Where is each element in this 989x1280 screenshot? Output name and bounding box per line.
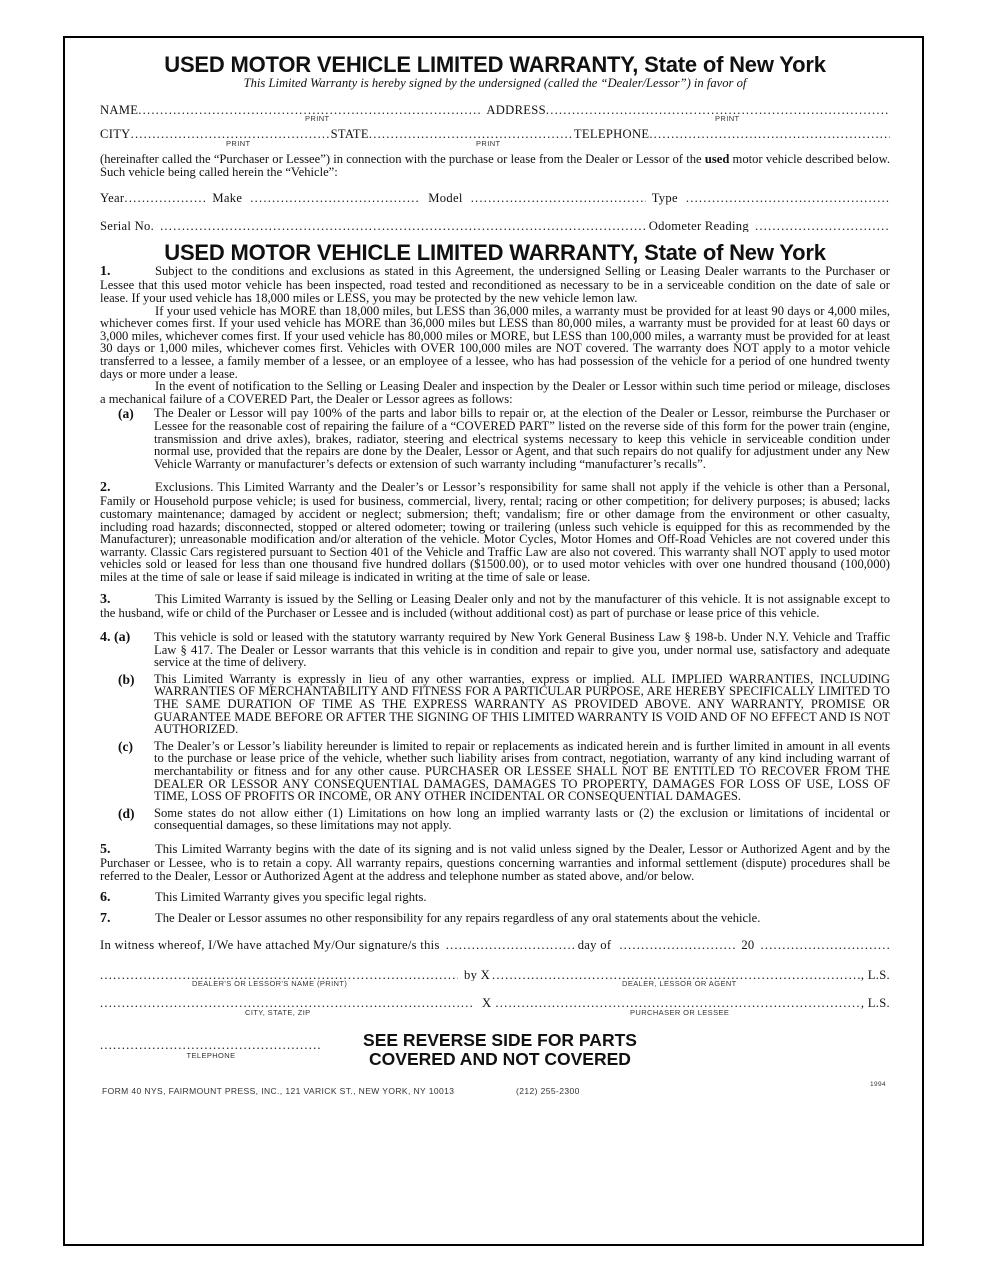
city-print-caption: PRINT — [226, 138, 251, 148]
footer — [100, 1080, 890, 1099]
telephone-signature-field[interactable] — [100, 1039, 322, 1052]
signature-row-purchaser — [100, 997, 890, 1010]
section-6: 6. This Limited Warranty gives you specific legal rights. — [100, 890, 427, 906]
name-address-row — [100, 104, 890, 117]
section-1a: (a) The Dealer or Lessor will pay 100% of the parts and labor bills to repair or, at the election of the Dealer or Lessor, reimburse the Purchaser or Lessee for the reasonable cost of repairing the failure of a “COVERED PART” listed on the reverse side of this form for the power train (engine, transmission and drive axles), brakes, radiator, steering and electrical systems necessary to keep this vehicle in serviceable condition under normal use, provided that the repairs are done by the Dealer, Lessor or Agent, and that such repairs do not qualify for adjustment under any New Vehicle Warranty or manufacturer’s defects or extension of such warranty including “manufacturer’s recalls”. — [118, 406, 890, 471]
state-label: STATE — [330, 128, 369, 141]
dealer-captions — [100, 981, 890, 990]
address-label: ADDRESS — [486, 103, 546, 117]
bottom-block — [100, 1031, 890, 1081]
section-1-mileage: If your used vehicle has MORE than 18,000 miles, but LESS than 36,000 miles, a warranty must be provided for at least 90 days or 4,000 miles, whichever comes first. If your used vehicle has MORE than 36,000 miles but LESS than 80,000 miles, a warranty must be provided for at least 60 days or 3,000 miles, whichever comes first. If your used vehicle has 80,000 miles or MORE, but LESS than 100,000 miles, a warranty must be provided for at least 30 days or 1,000 miles, whichever comes first. Vehicles with OVER 100,000 miles are NOT covered. The warranty does NOT apply to a motor vehicle transferred to a lessee, a family member of a lessee, or an employee of a lessee, who has had possession of the vehicle for a period of one hundred twenty days or more under a lease. — [100, 303, 890, 381]
agent-caption: DEALER, LESSOR OR AGENT — [622, 979, 737, 989]
name-address-captions — [100, 116, 890, 125]
telephone-field[interactable] — [649, 128, 890, 141]
form-subtitle: This Limited Warranty is hereby signed by the undersigned (called the “Dealer/Lessor”) in favor of — [243, 76, 747, 90]
type-field[interactable] — [686, 192, 890, 205]
name-label: NAME — [100, 103, 139, 117]
year-label: Year — [100, 192, 125, 205]
copyright-year: 1994 — [870, 1080, 887, 1088]
section-4a: 4. (a) This vehicle is sold or leased with the statutory warranty required by New York General Business Law § 198-b. Under N.Y. Vehicle and Traffic Law § 417. The Dealer or Lessor warrants that this vehicle is in condition and repair to give you, under normal use, satisfactory and adequate service at the time of delivery. — [100, 630, 890, 670]
warranty-form — [100, 54, 890, 1099]
model-field[interactable] — [471, 192, 646, 205]
telephone-label: TELEPHONE — [573, 128, 650, 141]
witness-year-label: 20 — [741, 939, 755, 952]
section-4b: (b) This Limited Warranty is expressly in lieu of any other warranties, express or implied. ALL IMPLIED WARRANTIES, INCLUDING WARRANTIES OF MERCHANTABILITY AND FITNESS FOR A PARTICULAR PURPOSE, ARE HEREBY SPECIFICALLY LIMITED TO THE SAME DURATION OF TIME AS THE EXPRESS WARRANTY AS PROVIDED ABOVE. ANY WARRANTY, PROMISE OR GUARANTEE MADE BEFORE OR AFTER THE SIGNING OF THIS LIMITED WARRANTY IS VOID AND OF NO EFFECT AND IS NOT AUTHORIZED. — [118, 671, 890, 737]
telephone-caption: TELEPHONE — [186, 1050, 236, 1060]
section-1: 1. Subject to the conditions and exclusions as stated in this Agreement, the undersigned Selling or Leasing Dealer warrants to the Purchaser or Lessee that this used motor vehicle has been inspected, road tested and reconditioned as necessary to be in a serviceable condition on the date of sale or lease. If your used vehicle has 18,000 miles or LESS, you may be protected by the new vehicle lemon law. — [100, 264, 890, 305]
witness-label: In witness whereof, I/We have attached My/Our signature/s this — [100, 939, 440, 952]
make-label: Make — [212, 192, 243, 205]
section-7: 7. The Dealer or Lessor assumes no other responsibility for any repairs regardless of any oral statements about the vehicle. — [100, 911, 761, 927]
ls-label-1: , L.S. — [860, 968, 890, 982]
serial-field[interactable] — [160, 220, 645, 233]
vehicle-row — [100, 192, 890, 205]
city-state-zip-caption: CITY, STATE, ZIP — [245, 1007, 311, 1017]
form-publisher: FORM 40 NYS, FAIRMOUNT PRESS, INC., 121 VARICK ST., NEW YORK, NY 10013 — [102, 1085, 455, 1096]
section-5: 5. This Limited Warranty begins with the date of its signing and is not valid unless signed by the Dealer, Lessor or Authorized Agent and by the Purchaser or Lessee, who is to retain a copy. All warranty repairs, questions concerning warranties and informal settlement (dispute) procedures shall be referred to the Dealer, Lessor or Authorized Agent at the address and telephone number as stated above, and/or below. — [100, 841, 890, 883]
publisher-phone: (212) 255-2300 — [516, 1085, 580, 1096]
address-print-caption: PRINT — [715, 114, 740, 124]
telephone-signature — [100, 1039, 322, 1059]
section-1-notification: In the event of notification to the Selling or Leasing Dealer and inspection by the Dealer or Lessor within such time period or mileage, discloses a mechanical failure of a COVERED Part, the Dealer or Lessor agrees as follows: — [100, 379, 890, 406]
city-state-captions — [100, 138, 890, 150]
hereinafter-text: (hereinafter called the “Purchaser or Lessee”) in connection with the purchase or lease from the Dealer or Lessor of the used motor vehicle described below. Such vehicle being called herein the “Vehicle”: — [100, 151, 890, 179]
year-field[interactable] — [124, 192, 206, 205]
model-label: Model — [428, 192, 463, 205]
ls-label-2: , L.S. — [860, 997, 890, 1010]
witness-year-field[interactable] — [761, 939, 890, 952]
odometer-field[interactable] — [755, 220, 890, 233]
purchaser-captions — [100, 1007, 890, 1019]
section-4c: (c) The Dealer’s or Lessor’s liability hereunder is limited to repair or replacements as indicated herein and is further limited in amount in all events to the purchase or lease price of the vehicle, whether such liability arises from contract, negotiation, warranty of any kind including warrant of merchantability or fitness and for any other cause. PURCHASER OR LESSEE SHALL NOT BE ENTITLED TO RECOVER FROM THE DEALER OR LESSOR ANY CONSEQUENTIAL DAMAGES, DAMAGES TO PROPERTY, DAMAGES FOR LOSS OF USE, LOSS OF TIME, LOSS OF PROFITS OR INCOME, OR ANY OTHER INCIDENTAL OR CONSEQUENTIAL DAMAGES. — [118, 738, 890, 804]
serial-row — [100, 220, 890, 233]
x-label: X — [482, 997, 492, 1010]
form-title: USED MOTOR VEHICLE LIMITED WARRANTY, State of New York — [164, 52, 826, 77]
odometer-label: Odometer Reading — [648, 219, 749, 233]
dealer-name-caption: DEALER'S OR LESSOR'S NAME (PRINT) — [192, 979, 348, 989]
section-4d: (d) Some states do not allow either (1) Limitations on how long an implied warranty lasts or (2) the exclusion or limitations of incidental or consequential damages, so these limitations may not apply. — [118, 805, 890, 833]
name-print-caption: PRINT — [305, 114, 330, 124]
witness-month-field[interactable] — [619, 939, 737, 952]
witness-row — [100, 939, 890, 952]
city-label: CITY — [100, 128, 131, 141]
serial-label: Serial No. — [100, 219, 155, 233]
type-label: Type — [651, 192, 678, 205]
purchaser-caption: PURCHASER OR LESSEE — [630, 1007, 730, 1017]
warranty-heading: USED MOTOR VEHICLE LIMITED WARRANTY, State of New York — [164, 240, 826, 266]
state-print-caption: PRINT — [476, 138, 501, 148]
witness-day-field[interactable] — [446, 939, 574, 952]
make-field[interactable] — [250, 192, 420, 205]
section-3: 3. This Limited Warranty is issued by the Selling or Leasing Dealer only and not by the manufacturer of this vehicle. It is not assignable except to the husband, wife or child of the Purchaser or Lessee and is included (without additional cost) as part of purchase or lease price of this vehicle. — [100, 592, 890, 621]
reverse-notice: SEE REVERSE SIDE FOR PARTS COVERED AND NOT COVERED — [363, 1029, 637, 1070]
witness-day-label: day of — [577, 939, 612, 952]
section-2: 2. Exclusions. This Limited Warranty and the Dealer’s or Lessor’s responsibility for same shall not apply if the vehicle is other than a Personal, Family or Household purpose vehicle; is used for business, commercial, livery, rental; racing or other competition; for delivery purposes; is abused; lacks customary maintenance; damaged by accident or neglect; submersion; theft; vandalism; fire or other damage from the environment or other casualty, including road hazards; disconnected, stopped or altered odometer; towing or trailering (unless such vehicle is equipped for this as recommended by the Manufacturer); unreasonable modification and/or alteration of the vehicle. Motor Cycles, Motor Homes and Off-Road Vehicles are not covered under this warranty. Classic Cars registered pursuant to Section 401 of the Vehicle and Traffic Law are also not covered. This warranty shall NOT apply to used motor vehicles sold or leased for less than one thousand five hundred dollars ($1500.00), or to used motor vehicles with over one hundred thousand (100,000) miles at the time of sale or lease if said mileage is indicated in writing at the time of sale or lease. — [100, 480, 890, 584]
state-field[interactable] — [369, 128, 574, 141]
by-x-label: by X — [464, 968, 491, 982]
